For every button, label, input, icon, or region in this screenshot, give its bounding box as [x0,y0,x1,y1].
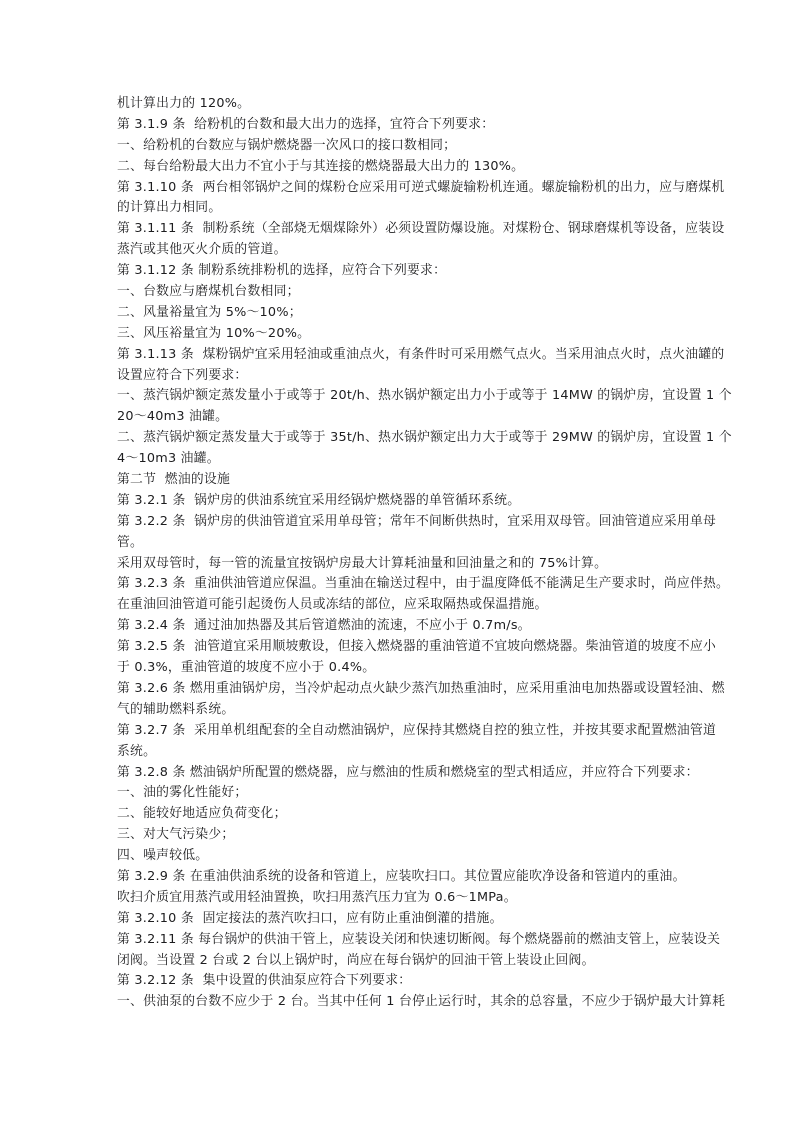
text-line: 第二节 燃油的设施 [117,472,231,488]
text-line: 第 3.2.6 条 燃用重油锅炉房，当冷炉起动点火缺少蒸汽加热重油时，应采用重油电加热器或设置轻油、燃 [117,680,725,696]
text-line: 采用双母管时，每一管的流量宜按锅炉房最大计算耗油量和回油量之和的 75%计算。 [117,555,608,571]
text-line: 二、风量裕量宜为 5%～10%； [117,304,302,320]
text-line: 三、风压裕量宜为 10%～20%。 [117,325,311,341]
document-text-block [117,94,757,1013]
text-line: 吹扫介质宜用蒸汽或用轻油置换，吹扫用蒸汽压力宜为 0.6～1MPa。 [117,889,517,905]
text-line: 第 3.2.4 条 通过油加热器及其后管道燃油的流速，不应小于 0.7m/s。 [117,618,531,634]
text-line: 第 3.2.1 条 锅炉房的供油系统宜采用经锅炉燃烧器的单管循环系统。 [117,492,521,508]
text-line: 气的辅助燃料系统。 [117,701,235,717]
text-line: 第 3.1.10 条 两台相邻锅炉之间的煤粉仓应采用可逆式螺旋输粉机连通。螺旋输粉机的出力，应与磨煤机 [117,179,725,195]
text-line: 第 3.1.13 条 煤粉锅炉宜采用轻油或重油点火，有条件时可采用燃气点火。当采用油点火时，点火油罐的 [117,346,725,362]
text-line: 第 3.2.11 条 每台锅炉的供油干管上，应装设关闭和快速切断阀。每个燃烧器前的燃油支管上，应装设关 [117,931,721,947]
text-line: 第 3.2.7 条 采用单机组配套的全自动燃油锅炉，应保持其燃烧自控的独立性，并按其要求配置燃油管道 [117,722,717,738]
text-line: 一、供油泵的台数不应少于 2 台。当其中任何 1 台停止运行时，其余的总容量，不应少于锅炉最大计算耗 [117,994,726,1010]
text-line: 一、油的雾化性能好； [117,785,248,801]
text-line: 二、蒸汽锅炉额定蒸发量大于或等于 35t/h、热水锅炉额定出力大于或等于 29MW 的锅炉房，宜设置 1 个 [117,430,732,446]
text-line: 蒸汽或其他灭火介质的管道。 [117,242,287,258]
text-line: 于 0.3%，重油管道的坡度不应小于 0.4%。 [117,660,376,676]
text-line: 第 3.1.11 条 制粉系统（全部烧无烟煤除外）必须设置防爆设施。对煤粉仓、钢球磨煤机等设备，应装设 [117,221,725,237]
text-line: 在重油回油管道可能引起烫伤人员或冻结的部位，应采取隔热或保温措施。 [117,597,548,613]
text-line: 一、给粉机的台数应与锅炉燃烧器一次风口的接口数相同； [117,137,457,153]
text-line: 4～10m3 油罐。 [117,451,220,467]
text-line: 二、每台给粉最大出力不宜小于与其连接的燃烧器最大出力的 130%。 [117,158,525,174]
text-line: 第 3.2.5 条 油管道宜采用顺坡敷设，但接入燃烧器的重油管道不宜坡向燃烧器。柴油管道的坡度不应小 [117,639,717,655]
text-line: 管。 [117,534,144,550]
text-line: 的计算出力相同。 [117,200,222,216]
text-line: 第 3.2.9 条 在重油供油系统的设备和管道上，应装吹扫口。其位置应能吹净设备和管道内的重油。 [117,868,686,884]
text-line: 一、蒸汽锅炉额定蒸发量小于或等于 20t/h、热水锅炉额定出力小于或等于 14MW 的锅炉房，宜设置 1 个 [117,388,732,404]
text-line: 机计算出力的 120%。 [117,96,251,111]
text-line: 第 3.2.3 条 重油供油管道应保温。当重油在输送过程中，由于温度降低不能满足生产要求时，尚应伴热。 [117,576,730,592]
text-line: 设置应符合下列要求： [117,367,248,383]
text-line: 闭阀。当设置 2 台或 2 台以上锅炉时，尚应在每台锅炉的回油干管上装设止回阀。 [117,952,595,968]
text-line: 第 3.1.9 条 给粉机的台数和最大出力的选择，宜符合下列要求： [117,116,495,132]
text-line: 第 3.2.10 条 固定接法的蒸汽吹扫口，应有防止重油倒灌的措施。 [117,910,503,926]
text-line: 三、对大气污染少； [117,827,235,843]
text-line: 第 3.2.8 条 燃油锅炉所配置的燃烧器，应与燃油的性质和燃烧室的型式相适应，并应符合下列要求： [117,764,699,780]
text-line: 第 3.2.12 条 集中设置的供油泵应符合下列要求： [117,973,412,989]
text-line: 一、台数应与磨煤机台数相同； [117,284,300,300]
text-line: 20～40m3 油罐。 [117,409,229,425]
text-line: 系统。 [117,743,157,759]
text-line: 第 3.1.12 条 制粉系统排粉机的选择，应符合下列要求： [117,263,447,279]
text-line: 二、能较好地适应负荷变化； [117,806,287,822]
text-line: 四、噪声较低。 [117,848,209,864]
text-line: 第 3.2.2 条 锅炉房的供油管道宜采用单母管；常年不间断供热时，宜采用双母管。回油管道应采用单母 [117,513,717,529]
